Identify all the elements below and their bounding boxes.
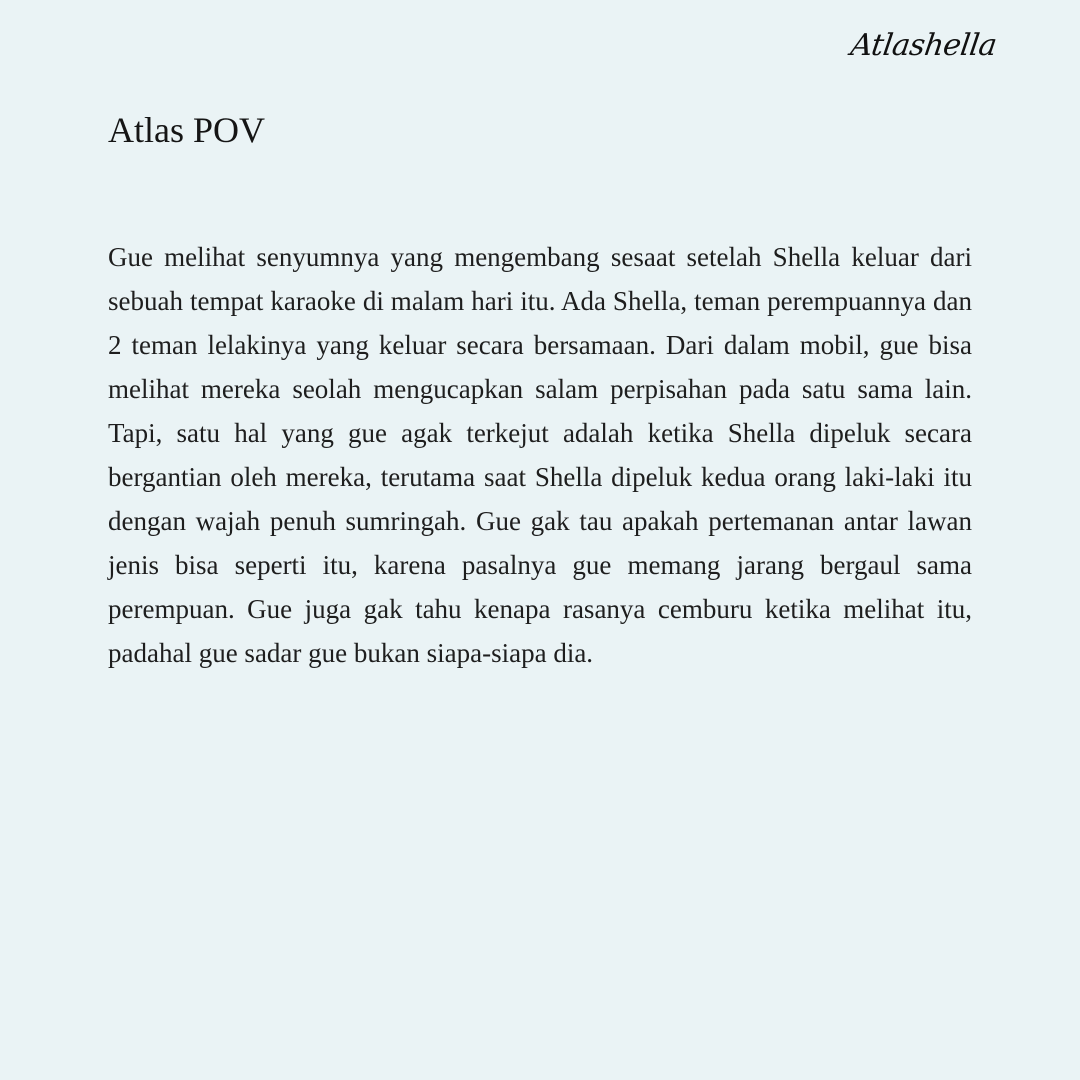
story-paragraph: Gue melihat senyumnya yang mengembang sesaat setelah Shella keluar dari sebuah tempat karaoke di malam hari itu. Ada Shella, teman perempuannya dan 2 teman lelakinya yang keluar secara bersamaan. Dari dalam mobil, gue bisa melihat mereka seolah mengucapkan salam perpisahan pada satu sama lain. Tapi, satu hal yang gue agak terkejut adalah ketika Shella dipeluk secara bergantian oleh mereka, terutama saat Shella dipeluk kedua orang laki-laki itu dengan wajah penuh sumringah. Gue gak tau apakah pertemanan antar lawan jenis bisa seperti itu, karena pasalnya gue memang jarang bergaul sama perempuan. Gue juga gak tahu kenapa rasanya cemburu ketika melihat itu, padahal gue sadar gue bukan siapa-siapa dia.: [108, 242, 972, 668]
page-title: Atlas POV: [108, 110, 266, 150]
signature-watermark: Atlashella: [848, 28, 999, 63]
